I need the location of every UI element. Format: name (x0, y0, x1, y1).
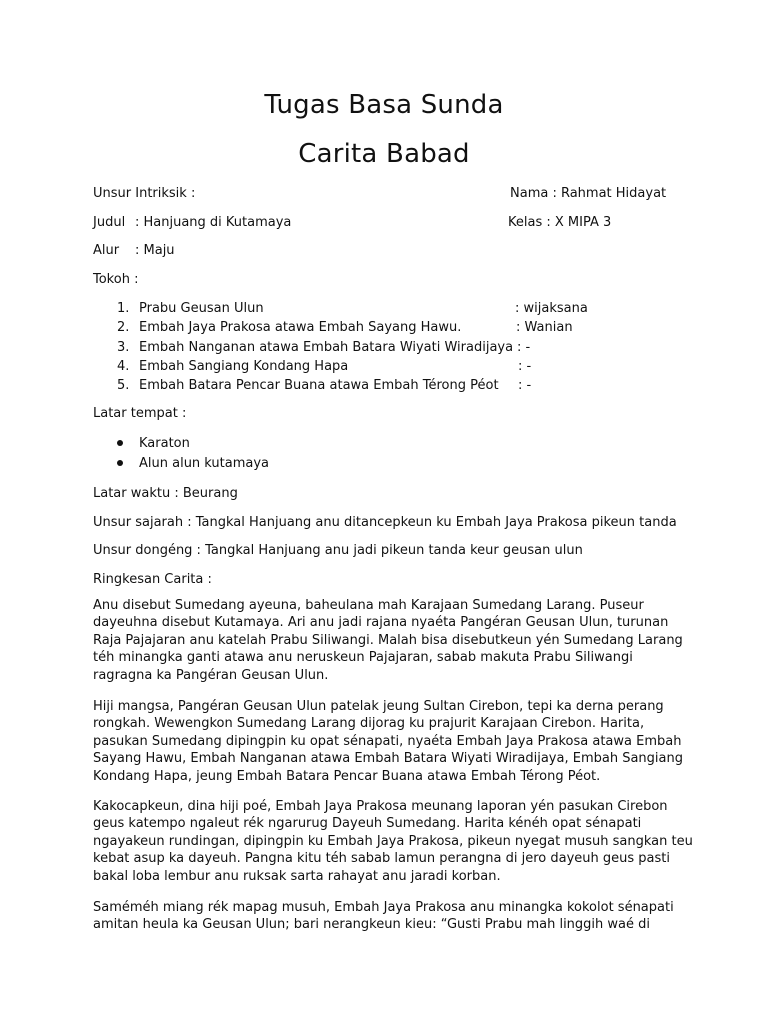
alur-line (93, 242, 175, 260)
unsur-dongeng: Unsur dongéng : Tangkal Hanjuang anu jadi pikeun tanda keur geusan ulun (93, 543, 583, 558)
paragraph-2: Hiji mangsa, Pangéran Geusan Ulun patelak jeung Sultan Cirebon, tepi ka derna perang rongkah. Wewengkon Sumedang Larang dijorag ku prajurit Karajaan Cirebon. Harita, pasukan Sumedang dipingpin ku opat sénapati, nyaéta Embah Jaya Prakosa atawa Embah Sayang Hawu, Embah Nanganan atawa Embah Batara Wiyati Wiradijaya, Embah Sangiang Kondang Hapa, jeung Embah Batara Pencar Buana atawa Embah Térong Péot. (93, 699, 683, 784)
paragraph-3: Kakocapkeun, dina hiji poé, Embah Jaya Prakosa meunang laporan yén pasukan Cirebon geus katempo ngaleut rék ngarurug Dayeuh Sumedang. Harita kénéh opat sénapati ngayakeun rundingan, dipingpin ku Embah Jaya Prakosa, pikeun nyegat musuh sangkan teu kebat asup ka dayeuh. Pangna kitu téh sabab lamun perangna di jero dayeuh geus pasti bakal loba lembur anu ruksak sarta rahayat anu jaradi korban. (93, 799, 693, 884)
tokoh-trait: : - (518, 378, 532, 393)
tokoh-item: 1. Prabu Geusan Ulun (117, 301, 264, 316)
judul-value: : Hanjuang di Kutamaya (135, 215, 292, 230)
bullet-icon (117, 460, 123, 466)
tokoh-item: 2. Embah Jaya Prakosa atawa Embah Sayang Hawu. (117, 320, 462, 335)
bullet-icon (117, 440, 123, 446)
judul-label: Judul (93, 215, 126, 230)
unsur-sajarah: Unsur sajarah : Tangkal Hanjuang anu ditancepkeun ku Embah Jaya Prakosa pikeun tanda (93, 515, 677, 530)
tokoh-trait: : - (518, 359, 532, 374)
document-subtitle: Carita Babad (298, 139, 470, 169)
latar-tempat-item: Karaton (117, 435, 190, 453)
alur-value: : Maju (135, 243, 175, 258)
alur-label: Alur (93, 243, 120, 258)
latar-tempat-label: Latar tempat : (93, 406, 187, 421)
latar-tempat-item: Alun alun kutamaya (117, 455, 269, 473)
document-title: Tugas Basa Sunda (264, 90, 504, 120)
tokoh-label: Tokoh : (93, 272, 139, 287)
tokoh-trait: : - (517, 340, 531, 355)
tokoh-trait: : Wanian (516, 320, 573, 335)
judul-line (93, 214, 291, 232)
tokoh-item: 4. Embah Sangiang Kondang Hapa (117, 359, 349, 374)
student-class: Kelas : X MIPA 3 (508, 215, 612, 230)
student-name: Nama : Rahmat Hidayat (510, 186, 667, 201)
paragraph-1: Anu disebut Sumedang ayeuna, baheulana mah Karajaan Sumedang Larang. Puseur dayeuhna disebut Kutamaya. Ari anu jadi rajana nyaéta Pangéran Geusan Ulun, turunan Raja Pajajaran anu katelah Prabu Siliwangi. Malah bisa disebutkeun yén Sumedang Larang téh minangka ganti atawa anu neruskeun Pajajaran, sabab makuta Prabu Siliwangi ragragna ka Pangéran Geusan Ulun. (93, 598, 683, 683)
unsur-intriksik-label: Unsur Intriksik : (93, 186, 196, 201)
tokoh-item: 5. Embah Batara Pencar Buana atawa Embah Térong Péot (117, 378, 499, 393)
tokoh-trait: : wijaksana (515, 301, 588, 316)
ringkesan-label: Ringkesan Carita : (93, 572, 212, 587)
latar-waktu: Latar waktu : Beurang (93, 486, 238, 501)
paragraph-4: Saméméh miang rék mapag musuh, Embah Jaya Prakosa anu minangka kokolot sénapati amitan heula ka Geusan Ulun; bari nerangkeun kieu: “Gusti Prabu mah linggih waé di (93, 900, 674, 933)
tokoh-item: 3. Embah Nanganan atawa Embah Batara Wiyati Wiradijaya (117, 340, 514, 355)
